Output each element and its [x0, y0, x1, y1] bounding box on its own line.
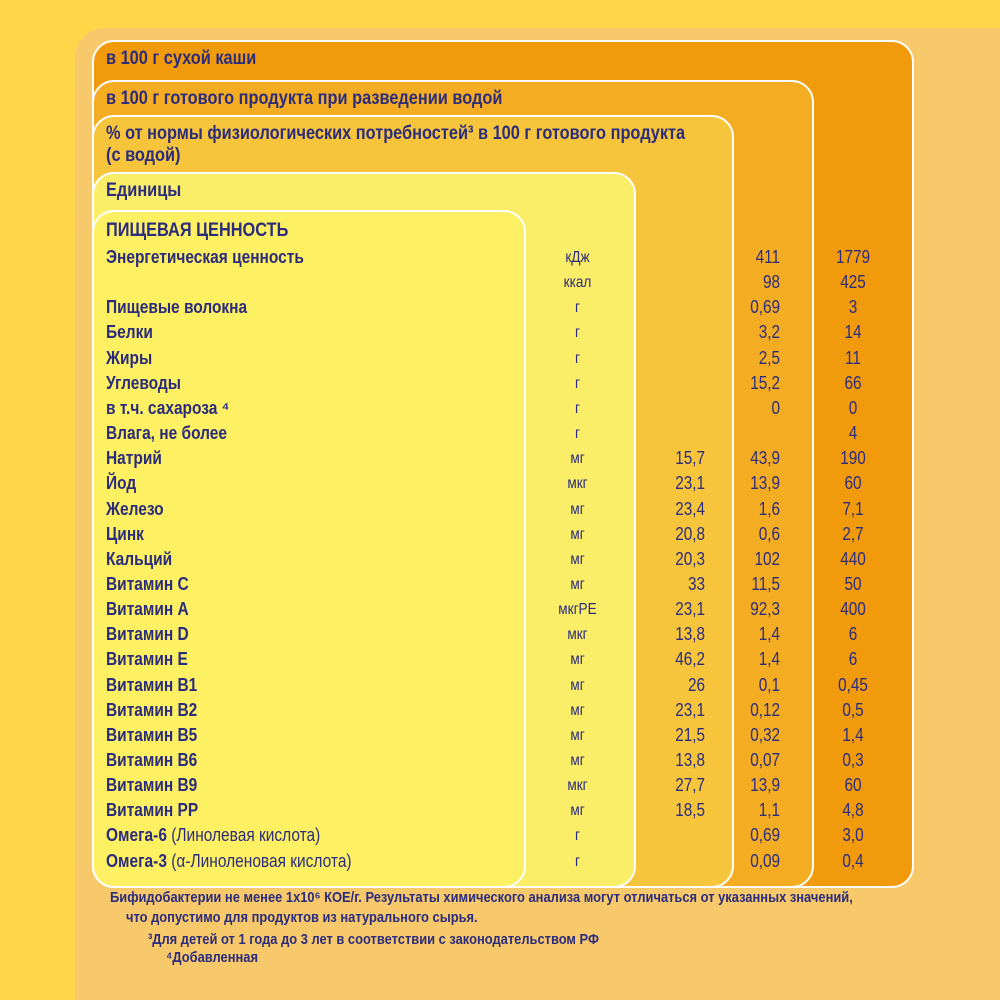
- nutrient-name-text: Омега-3: [106, 850, 167, 871]
- table-row: [0, 295, 1000, 320]
- unit-cell: кДж: [565, 249, 590, 266]
- footnote-bifido: Бифидобактерии не менее 1x10⁶ КОЕ/г. Результаты химического анализа могут отличаться от указанных значений,: [110, 889, 853, 906]
- unit-cell: г: [575, 827, 580, 845]
- table-row: [0, 522, 1000, 547]
- nutrient-name-text: Энергетическая ценность: [106, 247, 304, 267]
- unit-cell: ккал: [563, 274, 592, 292]
- ready-value-cell: 13,9: [750, 473, 780, 494]
- table-row: [0, 421, 1000, 446]
- table-row: [0, 572, 1000, 597]
- dry-value-cell: 66: [844, 372, 862, 393]
- nutrient-name-text: Белки: [106, 322, 153, 343]
- dry-value-cell: 425: [840, 272, 866, 293]
- table-row: [0, 446, 1000, 471]
- unit-cell: г: [575, 425, 580, 443]
- ready-value-cell: 0: [771, 397, 780, 418]
- nutrient-name: [106, 647, 188, 672]
- percent-cell: 46,2: [675, 649, 705, 670]
- ready-value-cell: 0,1: [758, 674, 780, 695]
- percent-cell: 18,5: [675, 800, 705, 821]
- dry-value-cell: 190: [840, 448, 866, 469]
- nutrient-name-text: Витамин В6: [106, 750, 198, 770]
- footnote-bifido-cont: что допустимо для продуктов из натурального сырья.: [126, 909, 478, 926]
- table-row: [0, 773, 1000, 798]
- unit-cell: мг: [570, 450, 585, 468]
- nutrient-name-text: Пищевые волокна: [106, 297, 248, 318]
- nutrient-note: (α-Линоленовая кислота): [171, 850, 352, 871]
- header-dry: в 100 г сухой каши: [106, 48, 257, 69]
- table-row: [0, 673, 1000, 698]
- footnote-3: ³Для детей от 1 года до 3 лет в соответствии с законодательством РФ: [148, 931, 600, 948]
- unit-cell: мг: [570, 500, 585, 518]
- nutrient-name: [106, 849, 352, 874]
- percent-cell: 13,8: [675, 624, 705, 645]
- nutrient-name-text: Омега-6: [106, 825, 167, 846]
- nutrient-name-text: Цинк: [106, 523, 144, 544]
- ready-value-cell: 3,2: [758, 322, 780, 343]
- table-row: [0, 270, 1000, 295]
- table-row: [0, 597, 1000, 622]
- dry-value-cell: 3,0: [842, 825, 864, 846]
- nutrient-name-text: Йод: [106, 473, 137, 494]
- nutrient-name-text: Витамин А: [106, 599, 189, 620]
- dry-value-cell: 1779: [835, 247, 871, 267]
- ready-value-cell: 0,69: [750, 297, 780, 318]
- percent-cell: 20,8: [675, 523, 705, 544]
- table-row: [0, 798, 1000, 823]
- unit-cell: мг: [570, 802, 585, 820]
- dry-value-cell: 1,4: [842, 724, 864, 745]
- unit-cell: мг: [570, 525, 585, 543]
- nutrient-name-text: Углеводы: [106, 372, 181, 393]
- section-title: ПИЩЕВАЯ ЦЕННОСТЬ: [106, 220, 289, 241]
- nutrient-name-text: Железо: [106, 498, 164, 519]
- percent-cell: 20,3: [675, 548, 705, 569]
- percent-cell: 23,1: [675, 599, 705, 620]
- table-row: [0, 497, 1000, 522]
- dry-value-cell: 0,4: [842, 850, 864, 871]
- nutrient-name: [106, 798, 198, 823]
- ready-value-cell: 2,5: [758, 347, 780, 368]
- footnote-4: ⁴Добавленная: [166, 949, 259, 966]
- header-percent: [106, 123, 685, 167]
- unit-cell: г: [575, 324, 580, 342]
- table-row: [0, 346, 1000, 371]
- ready-value-cell: 0,6: [758, 523, 780, 544]
- nutrient-name: [106, 823, 320, 848]
- dry-value-cell: 6: [848, 649, 858, 670]
- nutrient-name: [106, 245, 304, 270]
- nutrient-name-text: Витамин РР: [106, 800, 199, 821]
- unit-cell: мг: [570, 726, 585, 744]
- unit-cell: г: [575, 299, 580, 317]
- table-row: [0, 396, 1000, 421]
- dry-value-cell: 0: [848, 397, 858, 418]
- ready-value-cell: 1,1: [758, 800, 780, 821]
- nutrient-name: [106, 723, 197, 748]
- nutrient-name-text: в т.ч. сахароза ⁴: [106, 397, 230, 418]
- nutrient-name-text: Витамин D: [106, 624, 189, 645]
- unit-cell: мг: [570, 651, 585, 669]
- percent-cell: 23,1: [675, 473, 705, 494]
- dry-value-cell: 6: [848, 624, 858, 645]
- ready-value-cell: 43,9: [750, 448, 780, 469]
- nutrient-name-text: Натрий: [106, 448, 162, 469]
- nutrient-name: [106, 622, 189, 647]
- dry-value-cell: 440: [840, 548, 866, 569]
- nutrient-name: [106, 371, 181, 396]
- nutrient-name: [106, 748, 197, 773]
- ready-value-cell: 13,9: [750, 775, 780, 796]
- nutrient-name: [106, 597, 189, 622]
- ready-value-cell: 92,3: [750, 599, 780, 620]
- dry-value-cell: 11: [845, 347, 861, 368]
- dry-value-cell: 0,45: [838, 674, 868, 695]
- dry-value-cell: 2,7: [842, 523, 864, 544]
- dry-value-cell: 7,1: [842, 498, 864, 519]
- unit-cell: г: [575, 374, 580, 392]
- table-row: [0, 471, 1000, 496]
- nutrient-name-text: Жиры: [106, 347, 153, 368]
- ready-value-cell: 11,5: [751, 573, 780, 594]
- table-row: [0, 547, 1000, 572]
- unit-cell: г: [575, 852, 580, 870]
- table-row: [0, 748, 1000, 773]
- percent-cell: 23,4: [675, 498, 705, 519]
- table-row: [0, 371, 1000, 396]
- nutrient-name: [106, 673, 197, 698]
- dry-value-cell: 400: [840, 599, 866, 620]
- table-row: [0, 245, 1000, 270]
- ready-value-cell: 1,4: [758, 624, 780, 645]
- nutrient-name-text: Витамин В1: [106, 674, 198, 695]
- unit-cell: мкг: [567, 777, 588, 795]
- header-ready: в 100 г готового продукта при разведении водой: [106, 88, 503, 109]
- nutrient-name: [106, 547, 172, 572]
- unit-cell: мкг: [567, 626, 588, 644]
- unit-cell: г: [575, 399, 580, 417]
- nutrient-name-text: Кальций: [106, 548, 173, 569]
- ready-value-cell: 15,2: [750, 372, 780, 393]
- percent-cell: 13,8: [675, 750, 705, 770]
- ready-value-cell: 0,69: [750, 825, 780, 846]
- ready-value-cell: 102: [754, 548, 780, 569]
- nutrient-name: [106, 295, 247, 320]
- nutrient-name: [106, 698, 197, 723]
- dry-value-cell: 50: [844, 573, 862, 594]
- ready-value-cell: 0,07: [750, 750, 780, 770]
- percent-cell: 23,1: [675, 699, 705, 720]
- nutrient-name: [106, 773, 197, 798]
- dry-value-cell: 60: [844, 473, 862, 494]
- percent-cell: 21,5: [675, 724, 705, 745]
- nutrient-name: [106, 346, 152, 371]
- percent-cell: 27,7: [675, 775, 705, 796]
- dry-value-cell: 0,5: [842, 699, 864, 720]
- nutrient-name: [106, 320, 153, 345]
- ready-value-cell: 411: [755, 247, 780, 267]
- nutrient-name-text: Влага, не более: [106, 423, 228, 444]
- unit-cell: мг: [570, 575, 585, 593]
- table-row: [0, 698, 1000, 723]
- percent-cell: 15,7: [675, 448, 705, 469]
- dry-value-cell: 3: [848, 297, 858, 318]
- ready-value-cell: 0,12: [750, 699, 780, 720]
- nutrient-name: [106, 471, 136, 496]
- dry-value-cell: 4,8: [842, 800, 864, 821]
- header-percent-line2: (с водой): [106, 145, 181, 166]
- nutrient-name: [106, 396, 229, 421]
- nutrient-name: [106, 421, 227, 446]
- header-percent-line1: % от нормы физиологических потребностей³ в 100 г готового продукта: [106, 123, 686, 144]
- nutrient-note: (Линолевая кислота): [171, 825, 321, 846]
- nutrient-name: [106, 497, 164, 522]
- nutrient-name: [106, 522, 144, 547]
- dry-value-cell: 0,3: [842, 750, 864, 770]
- dry-value-cell: 60: [844, 775, 862, 796]
- nutrient-name: [106, 572, 189, 597]
- unit-cell: мкгРЕ: [558, 601, 597, 619]
- table-row: [0, 823, 1000, 848]
- percent-cell: 26: [687, 674, 705, 695]
- nutrient-name: [106, 446, 162, 471]
- unit-cell: мг: [570, 752, 585, 769]
- unit-cell: мкг: [567, 475, 588, 493]
- ready-value-cell: 0,32: [750, 724, 780, 745]
- table-row: [0, 647, 1000, 672]
- table-row: [0, 849, 1000, 874]
- nutrient-name-text: Витамин В5: [106, 724, 198, 745]
- unit-cell: мг: [570, 550, 585, 568]
- ready-value-cell: 1,4: [758, 649, 780, 670]
- nutrient-name-text: Витамин В9: [106, 775, 198, 796]
- table-row: [0, 723, 1000, 748]
- header-units: Единицы: [106, 180, 182, 201]
- unit-cell: г: [575, 349, 580, 367]
- percent-cell: 33: [687, 573, 705, 594]
- nutrient-name-text: Витамин Е: [106, 649, 188, 670]
- nutrient-name-text: Витамин В2: [106, 699, 198, 720]
- ready-value-cell: 0,09: [750, 850, 780, 871]
- unit-cell: мг: [570, 701, 585, 719]
- unit-cell: мг: [570, 676, 585, 694]
- table-row: [0, 320, 1000, 345]
- table-row: [0, 622, 1000, 647]
- nutrient-name-text: Витамин С: [106, 573, 189, 594]
- ready-value-cell: 1,6: [758, 498, 780, 519]
- ready-value-cell: 98: [762, 272, 780, 293]
- dry-value-cell: 14: [844, 322, 862, 343]
- dry-value-cell: 4: [848, 423, 858, 444]
